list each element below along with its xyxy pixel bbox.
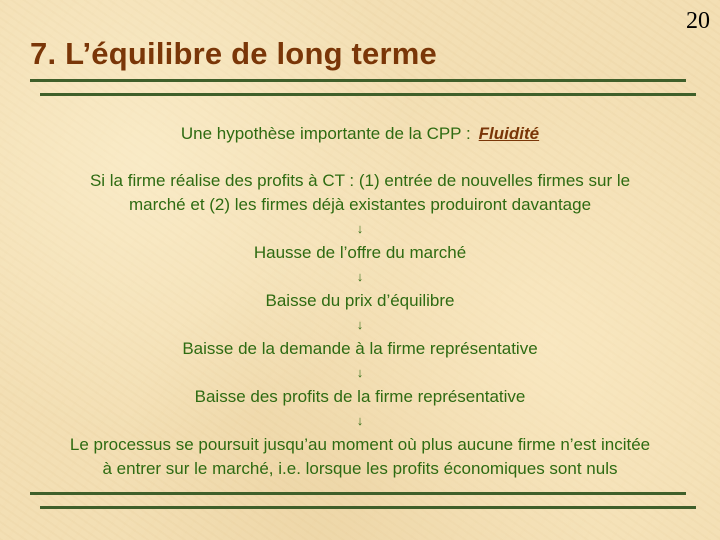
- down-arrow-icon: ↓: [356, 221, 364, 236]
- footer-rule-upper: [30, 492, 686, 495]
- slide-number: 20: [686, 8, 710, 34]
- down-arrow-icon: ↓: [356, 365, 364, 380]
- footer-rule-lower: [40, 506, 696, 509]
- slide-title: 7. L’équilibre de long terme: [30, 36, 437, 71]
- conclusion-line-1: Le processus se poursuit jusqu’au moment où plus aucune firme n’est incitée: [69, 435, 651, 454]
- step-price-decrease: Baisse du prix d’équilibre: [265, 291, 455, 310]
- step-profit-decrease: Baisse des profits de la firme représentative: [194, 387, 526, 406]
- step-demand-decrease: Baisse de la demande à la firme représentative: [182, 339, 538, 358]
- hypothesis-keyword: Fluidité: [478, 124, 540, 143]
- down-arrow-icon: ↓: [356, 317, 364, 332]
- hypothesis-prefix: Une hypothèse importante de la CPP :: [180, 124, 471, 143]
- intro-line-2: marché et (2) les firmes déjà existantes produiront davantage: [128, 195, 592, 214]
- step-supply-increase: Hausse de l’offre du marché: [253, 243, 467, 262]
- intro-line-1: Si la firme réalise des profits à CT : (1) entrée de nouvelles firmes sur le: [89, 171, 631, 190]
- conclusion-line-2: à entrer sur le marché, i.e. lorsque les profits économiques sont nuls: [102, 459, 618, 478]
- down-arrow-icon: ↓: [356, 413, 364, 428]
- title-rule-lower: [40, 93, 696, 96]
- down-arrow-icon: ↓: [356, 269, 364, 284]
- slide-body: [10, 122, 710, 481]
- hypothesis-line: [10, 122, 710, 146]
- title-rule-upper: [30, 79, 686, 82]
